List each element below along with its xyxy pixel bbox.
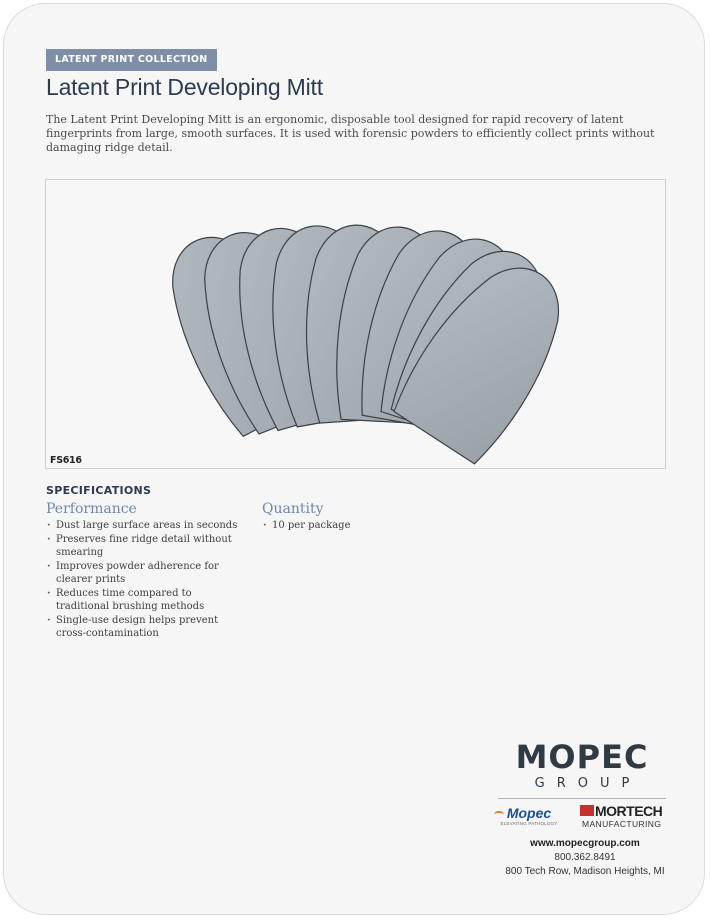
quantity-title: Quantity [262, 501, 324, 517]
mopec-wordmark: MOPEC [515, 738, 649, 776]
performance-section [46, 501, 246, 641]
website-link[interactable]: www.mopecgroup.com [530, 838, 640, 849]
mopec-sub-logo-name: Mopec [506, 805, 552, 821]
product-sku: FS616 [50, 455, 82, 466]
list-item: · Preserves fine ridge detail without smearing [46, 533, 246, 560]
list-item: · Reduces time compared to traditional brushing methods [46, 587, 246, 614]
mopec-sub-logo [494, 805, 564, 827]
list-item: · Dust large surface areas in seconds [46, 519, 246, 533]
address: 800 Tech Row, Madison Heights, MI [505, 866, 665, 877]
product-description: The Latent Print Developing Mitt is an ergonomic, disposable tool designed for rapid recovery of latent fingerprints from large, smooth surfaces. It is used with forensic powders to efficiently collect prints without damaging ridge detail. [46, 113, 655, 155]
specifications-heading: SPECIFICATIONS [46, 484, 152, 497]
performance-title: Performance [46, 501, 137, 517]
mortech-mark-icon [580, 805, 594, 816]
performance-list [46, 519, 246, 641]
mortech-logo [580, 805, 672, 831]
sub-brand-logos [492, 805, 672, 835]
phone-number: 800.362.8491 [554, 852, 616, 863]
mortech-name: MORTECH [595, 803, 663, 819]
quantity-section [262, 501, 462, 533]
list-item: · Single-use design helps prevent cross-contamination [46, 614, 246, 641]
mopec-group-logo [492, 739, 672, 835]
mortech-sub: MANUFACTURING [582, 819, 662, 829]
contact-info [492, 837, 678, 879]
list-item: · Improves powder adherence for clearer prints [46, 560, 246, 587]
page-title: Latent Print Developing Mitt [46, 74, 323, 100]
group-wordmark: GROUP [498, 775, 666, 799]
swoosh-icon [494, 811, 504, 818]
quantity-list [262, 519, 462, 533]
mitt-stack-illustration [46, 180, 665, 468]
mopec-sub-logo-tagline: ELEVATING PATHOLOGY [500, 821, 558, 826]
list-item: · 10 per package [262, 519, 462, 533]
collection-tag: LATENT PRINT COLLECTION [46, 49, 217, 71]
product-image [45, 179, 666, 469]
product-sheet [3, 3, 705, 915]
